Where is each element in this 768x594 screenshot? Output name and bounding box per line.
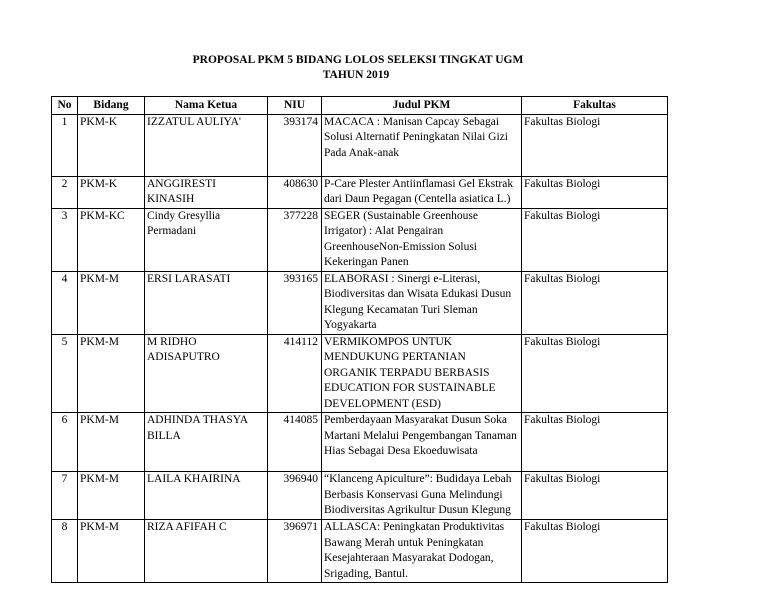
table-row [52, 271, 668, 334]
cell-no: 4 [52, 271, 78, 334]
table-row [52, 114, 668, 176]
cell-judul-pkm: “Klanceng Apiculture”: Budidaya Lebah Berbasis Konservasi Guna Melindungi Biodiversitas Agrikultur Dusun Klegung [322, 472, 522, 520]
cell-judul-pkm: Pemberdayaan Masyarakat Dusun Soka Martani Melalui Pengembangan Tanaman Hias Sebagai Desa Ekoeduwisata [322, 413, 522, 472]
table-row [52, 472, 668, 520]
cell-bidang: PKM-K [78, 114, 145, 176]
cell-niu: 393165 [268, 271, 322, 334]
cell-bidang: PKM-M [78, 413, 145, 472]
pkm-table [51, 96, 668, 583]
cell-nama-ketua: M RIDHO ADISAPUTRO [145, 334, 268, 413]
cell-judul-pkm: ELABORASI : Sinergi e-Literasi, Biodiversitas dan Wisata Edukasi Dusun Klegung Kecamatan Turi Sleman Yogyakarta [322, 271, 522, 334]
cell-nama-ketua: IZZATUL AULIYA' [145, 114, 268, 176]
document-title: PROPOSAL PKM 5 BIDANG LOLOS SELEKSI TINGKAT UGM [192, 54, 524, 66]
cell-nama-ketua: ANGGIRESTI KINASIH [145, 176, 268, 208]
cell-no: 3 [52, 208, 78, 271]
cell-judul-pkm: VERMIKOMPOS UNTUK MENDUKUNG PERTANIAN ORGANIK TERPADU BERBASIS EDUCATION FOR SUSTAINABLE DEVELOPMENT (ESD) [322, 334, 522, 413]
cell-judul-pkm: P-Care Plester Antiinflamasi Gel Ekstrak dari Daun Pegagan (Centella asiatica L.) [322, 176, 522, 208]
cell-bidang: PKM-M [78, 472, 145, 520]
cell-nama-ketua: ADHINDA THASYA BILLA [145, 413, 268, 472]
cell-niu: 414085 [268, 413, 322, 472]
cell-bidang: PKM-K [78, 176, 145, 208]
cell-niu: 396971 [268, 520, 322, 583]
cell-fakultas: Fakultas Biologi [522, 114, 668, 176]
cell-nama-ketua: LAILA KHAIRINA [145, 472, 268, 520]
cell-no: 2 [52, 176, 78, 208]
cell-fakultas: Fakultas Biologi [522, 208, 668, 271]
cell-nama-ketua: Cindy Gresyllia Permadani [145, 208, 268, 271]
cell-judul-pkm: MACACA : Manisan Capcay Sebagai Solusi Alternatif Peningkatan Nilai Gizi Pada Anak-anak [322, 114, 522, 176]
header-fakultas: Fakultas [522, 97, 668, 115]
cell-fakultas: Fakultas Biologi [522, 176, 668, 208]
table-row [52, 176, 668, 208]
header-judul-pkm: Judul PKM [322, 97, 522, 115]
cell-nama-ketua: ERSI LARASATI [145, 271, 268, 334]
cell-niu: 377228 [268, 208, 322, 271]
header-no: No [52, 97, 78, 115]
cell-fakultas: Fakultas Biologi [522, 520, 668, 583]
cell-no: 6 [52, 413, 78, 472]
cell-fakultas: Fakultas Biologi [522, 413, 668, 472]
cell-niu: 396940 [268, 472, 322, 520]
cell-no: 7 [52, 472, 78, 520]
cell-no: 5 [52, 334, 78, 413]
table-row [52, 520, 668, 583]
header-nama-ketua: Nama Ketua [145, 97, 268, 115]
table-row [52, 413, 668, 472]
cell-no: 1 [52, 114, 78, 176]
cell-fakultas: Fakultas Biologi [522, 271, 668, 334]
header-niu: NIU [268, 97, 322, 115]
cell-bidang: PKM-M [78, 334, 145, 413]
cell-judul-pkm: ALLASCA: Peningkatan Produktivitas Bawang Merah untuk Peningkatan Kesejahteraan Masyarakat Dodogan, Srigading, Bantul. [322, 520, 522, 583]
cell-judul-pkm: SEGER (Sustainable Greenhouse Irrigator) : Alat Pengairan GreenhouseNon-Emission Solusi Kekeringan Panen [322, 208, 522, 271]
cell-niu: 414112 [268, 334, 322, 413]
cell-bidang: PKM-KC [78, 208, 145, 271]
cell-nama-ketua: RIZA AFIFAH C [145, 520, 268, 583]
cell-fakultas: Fakultas Biologi [522, 472, 668, 520]
table-header-row [52, 97, 668, 115]
cell-bidang: PKM-M [78, 520, 145, 583]
table-row [52, 208, 668, 271]
cell-fakultas: Fakultas Biologi [522, 334, 668, 413]
header-bidang: Bidang [78, 97, 145, 115]
cell-niu: 393174 [268, 114, 322, 176]
cell-no: 8 [52, 520, 78, 583]
cell-niu: 408630 [268, 176, 322, 208]
table-row [52, 334, 668, 413]
cell-bidang: PKM-M [78, 271, 145, 334]
document-subtitle-year: TAHUN 2019 [322, 69, 390, 81]
